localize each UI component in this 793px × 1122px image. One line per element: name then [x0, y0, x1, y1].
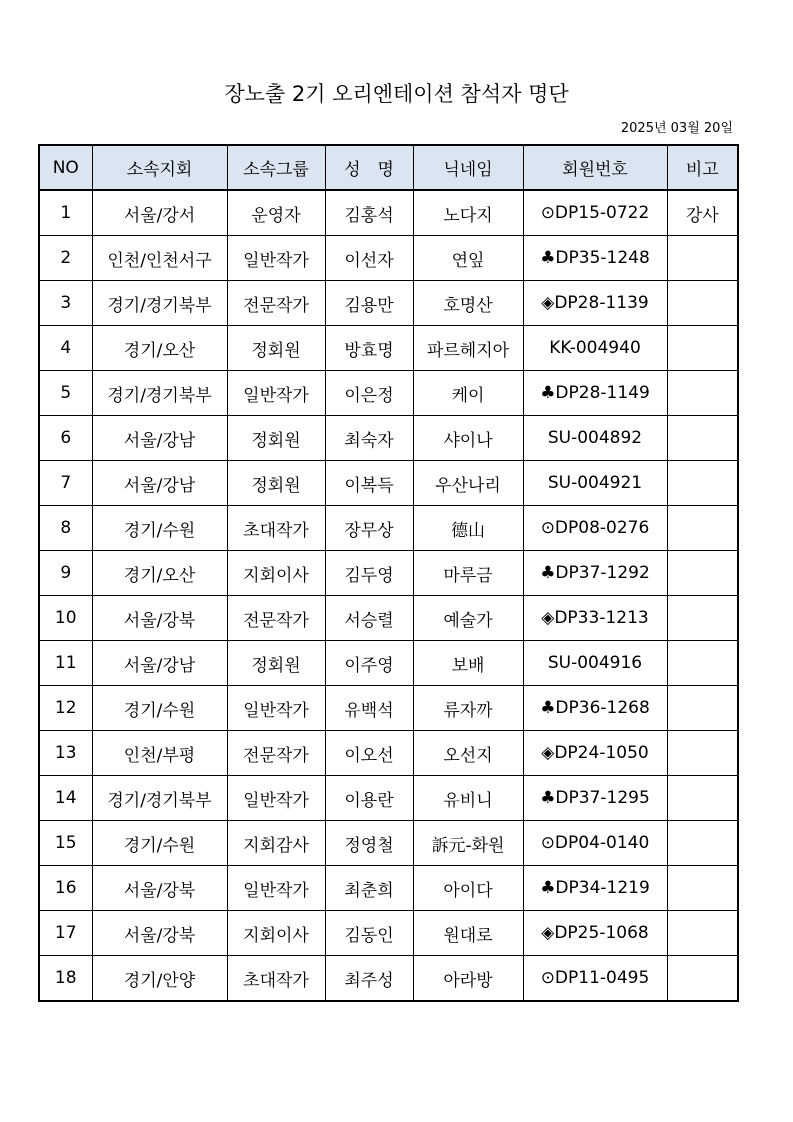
cell-nickname: 우산나리: [413, 461, 523, 506]
cell-branch: 서울/강남: [92, 416, 227, 461]
cell-note: [667, 551, 738, 596]
cell-nickname: 德山: [413, 506, 523, 551]
cell-member-no: ♣DP37-1292: [523, 551, 667, 596]
cell-name: 김두영: [325, 551, 413, 596]
cell-nickname: 원대로: [413, 911, 523, 956]
cell-nickname: 마루금: [413, 551, 523, 596]
table-row: [39, 506, 738, 551]
table-row: [39, 641, 738, 686]
cell-member-no: ⊙DP04-0140: [523, 821, 667, 866]
cell-nickname: 샤이나: [413, 416, 523, 461]
cell-group: 정회원: [227, 416, 325, 461]
cell-branch: 경기/수원: [92, 821, 227, 866]
cell-no: 18: [39, 956, 92, 1002]
cell-branch: 경기/오산: [92, 551, 227, 596]
cell-group: 전문작가: [227, 731, 325, 776]
cell-no: 3: [39, 281, 92, 326]
cell-no: 10: [39, 596, 92, 641]
cell-nickname: 아라방: [413, 956, 523, 1002]
cell-member-no: SU-004921: [523, 461, 667, 506]
cell-name: 장무상: [325, 506, 413, 551]
cell-group: 지회감사: [227, 821, 325, 866]
cell-branch: 서울/강북: [92, 866, 227, 911]
cell-branch: 경기/수원: [92, 506, 227, 551]
table-row: [39, 326, 738, 371]
cell-group: 일반작가: [227, 686, 325, 731]
cell-member-no: ⊙DP15-0722: [523, 190, 667, 236]
cell-name: 이용란: [325, 776, 413, 821]
cell-group: 초대작가: [227, 506, 325, 551]
cell-group: 전문작가: [227, 281, 325, 326]
table-row: [39, 596, 738, 641]
cell-nickname: 보배: [413, 641, 523, 686]
cell-member-no: ⊙DP08-0276: [523, 506, 667, 551]
cell-name: 이오선: [325, 731, 413, 776]
cell-no: 16: [39, 866, 92, 911]
cell-name: 최춘희: [325, 866, 413, 911]
cell-member-no: ◈DP33-1213: [523, 596, 667, 641]
cell-member-no: ♣DP37-1295: [523, 776, 667, 821]
cell-name: 최주성: [325, 956, 413, 1002]
cell-member-no: ◈DP24-1050: [523, 731, 667, 776]
cell-name: 김용만: [325, 281, 413, 326]
cell-note: [667, 371, 738, 416]
table-row: [39, 281, 738, 326]
cell-member-no: ♣DP36-1268: [523, 686, 667, 731]
cell-group: 초대작가: [227, 956, 325, 1002]
cell-group: 지회이사: [227, 911, 325, 956]
cell-branch: 경기/안양: [92, 956, 227, 1002]
cell-note: [667, 911, 738, 956]
cell-no: 1: [39, 190, 92, 236]
cell-nickname: 유비니: [413, 776, 523, 821]
cell-name: 이은정: [325, 371, 413, 416]
cell-nickname: 류자까: [413, 686, 523, 731]
cell-member-no: ♣DP35-1248: [523, 236, 667, 281]
cell-branch: 경기/오산: [92, 326, 227, 371]
cell-branch: 서울/강북: [92, 911, 227, 956]
cell-member-no: ♣DP34-1219: [523, 866, 667, 911]
cell-group: 일반작가: [227, 866, 325, 911]
cell-note: [667, 821, 738, 866]
cell-no: 2: [39, 236, 92, 281]
cell-member-no: SU-004916: [523, 641, 667, 686]
header-no: NO: [39, 145, 92, 190]
cell-group: 정회원: [227, 461, 325, 506]
cell-no: 13: [39, 731, 92, 776]
cell-nickname: 케이: [413, 371, 523, 416]
table-row: [39, 821, 738, 866]
cell-no: 17: [39, 911, 92, 956]
cell-branch: 경기/경기북부: [92, 371, 227, 416]
table-row: [39, 371, 738, 416]
cell-group: 정회원: [227, 326, 325, 371]
table-row: [39, 686, 738, 731]
cell-note: [667, 686, 738, 731]
cell-no: 9: [39, 551, 92, 596]
table-body: [39, 190, 738, 1001]
cell-note: [667, 596, 738, 641]
cell-name: 이주영: [325, 641, 413, 686]
cell-nickname: 訴元-화원: [413, 821, 523, 866]
cell-note: [667, 506, 738, 551]
cell-nickname: 노다지: [413, 190, 523, 236]
cell-name: 이복득: [325, 461, 413, 506]
document-date: 2025년 03월 20일: [620, 121, 733, 136]
cell-no: 4: [39, 326, 92, 371]
table-row: [39, 866, 738, 911]
table-row: [39, 731, 738, 776]
cell-branch: 서울/강서: [92, 190, 227, 236]
cell-name: 최숙자: [325, 416, 413, 461]
cell-no: 11: [39, 641, 92, 686]
cell-no: 12: [39, 686, 92, 731]
cell-name: 서승렬: [325, 596, 413, 641]
table-row: [39, 236, 738, 281]
cell-branch: 서울/강남: [92, 641, 227, 686]
cell-member-no: KK-004940: [523, 326, 667, 371]
cell-name: 김동인: [325, 911, 413, 956]
cell-branch: 경기/경기북부: [92, 281, 227, 326]
table-row: [39, 956, 738, 1002]
cell-name: 정영철: [325, 821, 413, 866]
cell-branch: 인천/부평: [92, 731, 227, 776]
table-row: [39, 461, 738, 506]
table-row: [39, 776, 738, 821]
header-member-no: 회원번호: [523, 145, 667, 190]
cell-note: [667, 641, 738, 686]
cell-note: [667, 461, 738, 506]
cell-member-no: ⊙DP11-0495: [523, 956, 667, 1002]
cell-branch: 서울/강남: [92, 461, 227, 506]
cell-nickname: 연잎: [413, 236, 523, 281]
header-note: 비고: [667, 145, 738, 190]
cell-member-no: ◈DP25-1068: [523, 911, 667, 956]
attendee-table: [38, 144, 739, 1002]
cell-branch: 경기/경기북부: [92, 776, 227, 821]
cell-group: 정회원: [227, 641, 325, 686]
cell-group: 지회이사: [227, 551, 325, 596]
table-row: [39, 190, 738, 236]
header-nickname: 닉네임: [413, 145, 523, 190]
cell-note: [667, 731, 738, 776]
cell-group: 일반작가: [227, 236, 325, 281]
cell-no: 7: [39, 461, 92, 506]
cell-nickname: 예술가: [413, 596, 523, 641]
cell-note: [667, 326, 738, 371]
cell-note: [667, 236, 738, 281]
cell-note: [667, 866, 738, 911]
cell-name: 유백석: [325, 686, 413, 731]
document-title: 장노출 2기 오리엔테이션 참석자 명단: [224, 82, 569, 106]
cell-group: 일반작가: [227, 371, 325, 416]
cell-branch: 경기/수원: [92, 686, 227, 731]
table-row: [39, 416, 738, 461]
cell-note: [667, 416, 738, 461]
cell-nickname: 아이다: [413, 866, 523, 911]
header-branch: 소속지회: [92, 145, 227, 190]
table-row: [39, 911, 738, 956]
cell-branch: 인천/인천서구: [92, 236, 227, 281]
cell-note: [667, 776, 738, 821]
cell-nickname: 파르헤지아: [413, 326, 523, 371]
cell-member-no: ♣DP28-1149: [523, 371, 667, 416]
cell-no: 8: [39, 506, 92, 551]
cell-name: 방효명: [325, 326, 413, 371]
cell-member-no: ◈DP28-1139: [523, 281, 667, 326]
cell-name: 이선자: [325, 236, 413, 281]
cell-nickname: 오선지: [413, 731, 523, 776]
cell-no: 6: [39, 416, 92, 461]
cell-group: 운영자: [227, 190, 325, 236]
table-header-row: [39, 145, 738, 190]
cell-note: [667, 956, 738, 1002]
cell-no: 15: [39, 821, 92, 866]
cell-no: 14: [39, 776, 92, 821]
cell-no: 5: [39, 371, 92, 416]
cell-nickname: 호명산: [413, 281, 523, 326]
header-group: 소속그룹: [227, 145, 325, 190]
cell-group: 일반작가: [227, 776, 325, 821]
cell-member-no: SU-004892: [523, 416, 667, 461]
cell-branch: 서울/강북: [92, 596, 227, 641]
table-row: [39, 551, 738, 596]
cell-note: 강사: [667, 190, 738, 236]
header-name: 성 명: [325, 145, 413, 190]
cell-note: [667, 281, 738, 326]
cell-name: 김홍석: [325, 190, 413, 236]
cell-group: 전문작가: [227, 596, 325, 641]
